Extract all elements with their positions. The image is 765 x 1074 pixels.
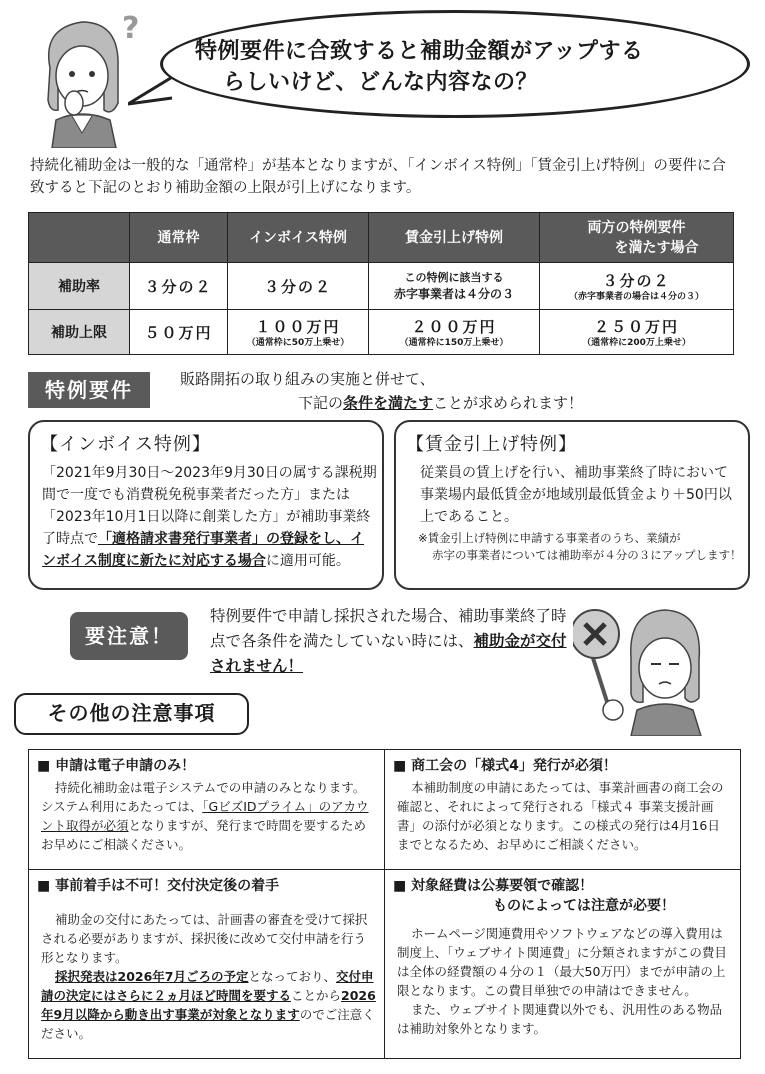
note3-body-c: ことから (291, 988, 342, 1003)
invoice-body-underline: 「適格請求書発行事業者」の登録をし、インボイス制度に新たに対応する場合 (42, 531, 364, 569)
header-both-line2: を満たす場合 (614, 239, 699, 256)
invoice-body-pre: 「2021年9月30日～2023年9月30日の属する課税期間で一度でも消費税免税事業者だった方」または「2023年10月1日以降に創業した方」が補助事業終了時点で (42, 465, 377, 547)
note2-body-text: 本補助制度の申請にあたっては、事業計画書の商工会の確認と、それによって発行される「様式４ 事業支援計画書」の添付が必須となります。この様式の発行は4月16日までとなるため、お早めにご相談ください。 (397, 780, 724, 852)
header-corner (29, 213, 130, 263)
note4-head-line1: ■ 対象経費は公募要領で確認！ (393, 878, 594, 894)
requirements-text (180, 367, 650, 415)
header-wage: 賃金引上げ特例 (369, 213, 540, 263)
wage-note-line2: 赤字の事業者については補助率が４分の３にアップします！ (432, 548, 742, 562)
note1-body-pre: 持続化補助金は電子システムでの申請のみとなります。システム利用にあたっては、 (41, 780, 366, 814)
limit-wage-note: （通常枠に150万上乗せ） (399, 337, 509, 348)
note3-body-a: 補助金の交付にあたっては、計画書の審査を受けて採択される必要がありますが、採択後に改めて交付申請を行う形となります。 (41, 912, 368, 965)
rate-invoice: ３分の２ (263, 277, 332, 296)
rate-both-note: （赤字事業者の場合は４分の３） (568, 291, 704, 302)
note-electronic-application (29, 750, 385, 870)
note3-body (41, 910, 376, 1043)
rate-both: ３分の２ (602, 271, 671, 290)
limit-wage: ２００万円 (411, 317, 497, 336)
caution-text-underline: 補助金が交付されません！ (210, 632, 567, 675)
header-normal: 通常枠 (130, 213, 228, 263)
rate-wage-line1: この特例に該当する (404, 271, 504, 284)
invoice-card-body (42, 462, 377, 572)
note3-body-b: となっており、 (248, 969, 337, 984)
note3-body-d: のでご注意ください。 (41, 1007, 375, 1041)
wage-card-body: 従業員の賃上げを行い、補助事業終了時において事業場内最低賃金が地域別最低賃金より＋50円以上であること。 (420, 465, 732, 525)
requirements-line2-underline: 条件を満たす (343, 394, 434, 412)
note4-body-b: また、ウェブサイト関連費以外でも、汎用性のある物品は補助対象外となります。 (397, 1002, 723, 1036)
intro-paragraph: 持続化補助金は一般的な「通常枠」が基本となりますが、「インボイス特例」「賃金引上げ特例」の要件に合致すると下記のとおり補助金額の上限が引上げになります。 (30, 158, 726, 196)
thinking-woman-illustration (32, 8, 142, 148)
limit-invoice-note: （通常枠に50万上乗せ） (246, 337, 350, 348)
caution-text (210, 604, 570, 679)
note-eligible-expenses (385, 870, 740, 1058)
note1-head: ■ 申請は電子申請のみ！ (37, 758, 196, 774)
rate-normal: ３分の２ (144, 277, 213, 296)
note-form4 (385, 750, 740, 870)
header-invoice: インボイス特例 (228, 213, 369, 263)
note-no-advance-start (29, 870, 385, 1058)
table-row (29, 310, 734, 355)
requirements-line2-post: ことが求められます！ (433, 394, 584, 412)
header-both (540, 213, 734, 263)
note3-body-u1: 採択発表は2026年7月ごろの予定 (55, 969, 249, 984)
wage-card-title: 【賃金引上げ特例】 (406, 434, 577, 455)
note3-body-u3: 2026年9月以降から動き出す事業が対象となります (41, 988, 376, 1022)
header-both-line1: 両方の特例要件 (587, 219, 686, 236)
wage-special-card (394, 420, 750, 590)
limit-both-note: （通常枠に200万上乗せ） (582, 337, 691, 348)
invoice-card-title: 【インボイス特例】 (40, 434, 211, 455)
invoice-special-card (28, 420, 384, 590)
invoice-body-post: に適用可能。 (265, 553, 350, 569)
note4-body (397, 924, 732, 1038)
note4-body-a: ホームページ関連費用やソフトウェアなどの導入費用は制度上、「ウェブサイト関連費」に分類されますがこの費目は全体の経費額の４分の１（最大50万円）までが申請の上限となります。この費目単独での申請はできません。 (397, 926, 727, 998)
other-notes-title: その他の注意事項 (14, 693, 249, 735)
wage-note-line1: ※賃金引上げ特例に申請する事業者のうち、業績が (418, 531, 681, 545)
bubble-line-1: 特例要件に合致すると補助金額がアップする (195, 39, 644, 64)
note3-head: ■ 事前着手は不可！交付決定後の着手 (37, 878, 280, 894)
note2-body (397, 778, 732, 854)
notes-grid (28, 749, 741, 1059)
note1-body (41, 778, 376, 854)
rate-wage-line2: 赤字事業者は４分の３ (393, 287, 514, 301)
limit-both: ２５０万円 (593, 317, 679, 336)
row-label-limit: 補助上限 (29, 310, 130, 355)
table-row (29, 263, 734, 310)
row-label-rate: 補助率 (29, 263, 130, 310)
caution-badge: 要注意！ (70, 612, 188, 660)
requirements-label: 特例要件 (28, 372, 150, 408)
requirements-line2-pre: 下記の (298, 394, 344, 412)
table-header-row (29, 213, 734, 263)
subsidy-rate-table (28, 212, 734, 355)
woman-with-cross-sign-illustration (573, 598, 713, 736)
limit-invoice: １００万円 (255, 317, 341, 336)
note2-head: ■ 商工会の「様式4」発行が必須！ (393, 758, 617, 774)
wage-card-note (418, 530, 743, 564)
requirements-line1: 販路開拓の取り組みの実施と併せて、 (180, 370, 435, 388)
note1-body-underline: 「GビズIDプライム」のアカウント取得が必須 (41, 799, 369, 833)
bubble-line-2: らしいけど、どんな内容なの？ (223, 70, 539, 95)
note1-body-post: となりますが、発行まで時間を要するためお早めにご相談ください。 (41, 818, 367, 852)
limit-normal: ５０万円 (144, 323, 213, 342)
note4-head (393, 876, 675, 916)
svg-text:?: ? (122, 11, 140, 46)
caution-text-pre: 特例要件で申請し採択された場合、補助事業終了時点で各条件を満たしていない時には、 (210, 607, 567, 650)
note4-head-line2: ものによっては注意が必要！ (493, 898, 675, 914)
speech-bubble-text (195, 36, 735, 98)
note3-body-u2: 交付申請の決定にはさらに２ヵ月ほど時間を要する (41, 969, 374, 1003)
